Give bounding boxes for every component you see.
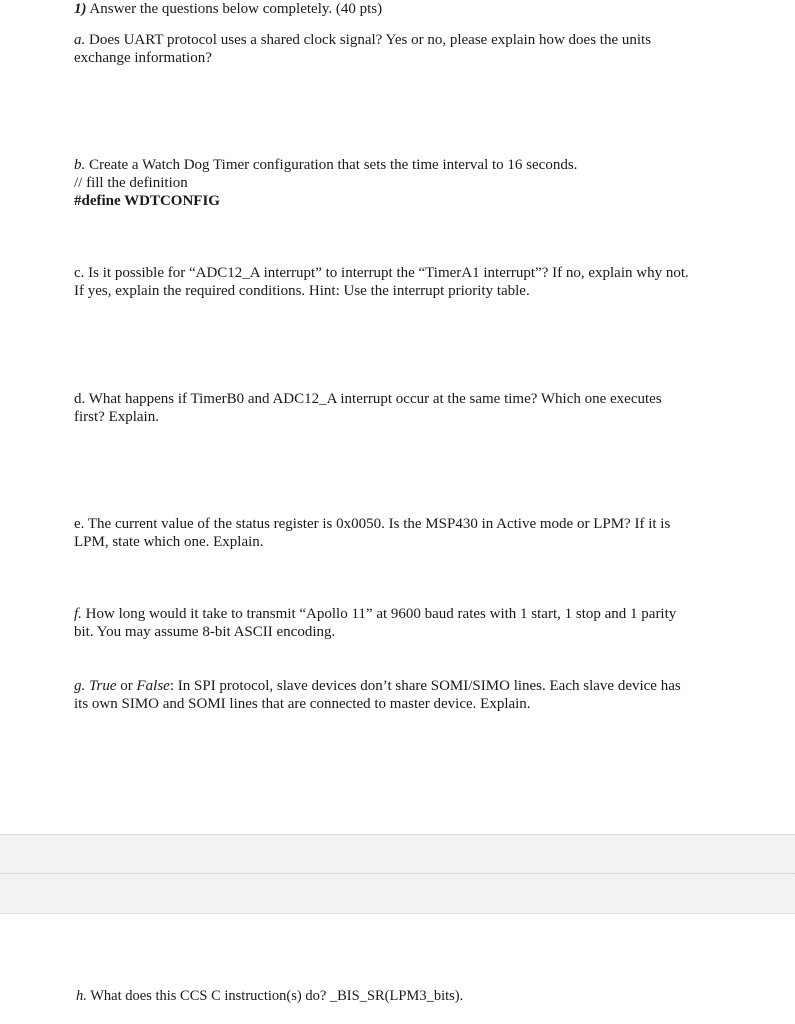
question-h-letter: h. [76,988,87,1004]
question-b [74,156,734,210]
page-separator-band [0,834,795,914]
question-g-letter: g. [74,678,86,694]
question-b-line1: Create a Watch Dog Timer configuration that sets the time interval to 16 seconds. [85,157,578,173]
question-h [76,987,736,1005]
question-c [74,264,734,300]
question-e-line2: LPM, state which one. Explain. [74,534,264,550]
question-b-comment: // fill the definition [74,175,188,191]
question-a-line1: Does UART protocol uses a shared clock signal? Yes or no, please explain how does the units [85,32,652,48]
question-a-letter: a. [74,32,86,48]
question-a-line2: exchange information? [74,50,212,66]
question-d-line1: d. What happens if TimerB0 and ADC12_A interrupt occur at the same time? Which one executes [74,391,662,407]
question-g [74,677,734,713]
question-f-letter: f. [74,606,82,622]
question-g-false: False [136,678,170,694]
question-d-line2: first? Explain. [74,409,159,425]
question-c-line1: c. Is it possible for “ADC12_A interrupt” to interrupt the “TimerA1 interrupt”? If no, explain why not. [74,265,689,281]
question-b-define: #define WDTCONFIG [74,193,220,209]
question-g-true: True [89,678,117,694]
question-e [74,515,734,551]
question-g-or: or [116,678,137,694]
question-d [74,390,734,426]
question-c-line2: If yes, explain the required conditions. Hint: Use the interrupt priority table. [74,283,530,299]
question-e-line1: e. The current value of the status register is 0x0050. Is the MSP430 in Active mode or LPM? If it is [74,516,671,532]
section-header [74,0,734,18]
question-h-line1: What does this CCS C instruction(s) do? _BIS_SR(LPM3_bits). [86,988,464,1004]
question-f [74,605,734,641]
dotted-divider [0,873,795,874]
question-a [74,31,734,67]
section-title: Answer the questions below completely. (40 pts) [86,1,383,17]
question-g-line1: : In SPI protocol, slave devices don’t share SOMI/SIMO lines. Each slave device has [169,678,681,694]
question-g-line2: its own SIMO and SOMI lines that are connected to master device. Explain. [74,696,531,712]
question-b-letter: b. [74,157,86,173]
question-f-line1: How long would it take to transmit “Apollo 11” at 9600 baud rates with 1 start, 1 stop and 1 parity [81,606,677,622]
question-f-line2: bit. You may assume 8-bit ASCII encoding. [74,624,336,640]
section-number: 1) [74,1,87,17]
